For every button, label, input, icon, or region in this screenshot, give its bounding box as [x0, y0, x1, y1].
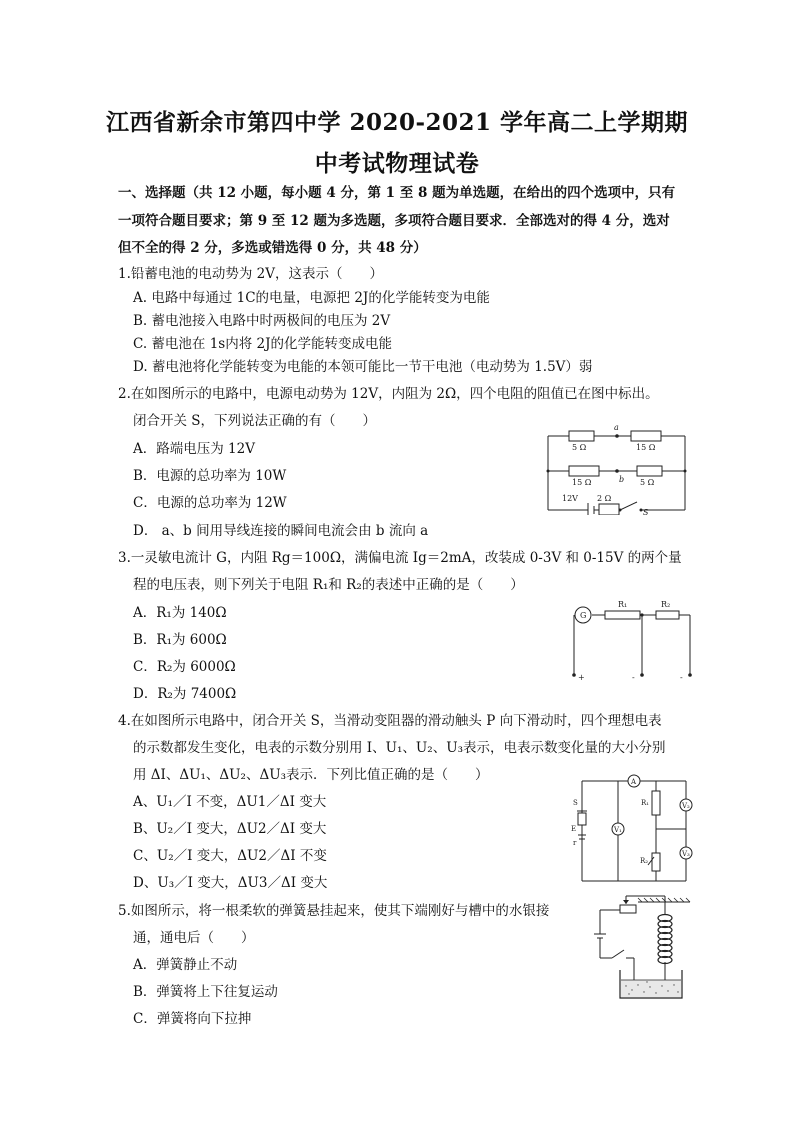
terminal-plus-label: +	[578, 673, 585, 682]
q5-option-a: A．弹簧静止不动	[133, 957, 238, 973]
switch-s-label: S	[573, 799, 578, 807]
q2-option-b: B．电源的总功率为 10W	[133, 468, 287, 484]
terminal-3v-label: -	[632, 673, 635, 682]
node-b-label: b	[619, 475, 625, 484]
r-top-left-label: 5 Ω	[572, 443, 587, 452]
r-top-right-label: 15 Ω	[636, 443, 656, 452]
q2-option-c: C．电源的总功率为 12W	[133, 495, 287, 511]
q3-option-a: A．R₁为 140Ω	[133, 605, 227, 621]
q4-circuit-diagram	[568, 773, 698, 885]
q1-option-b: B. 蓄电池接入电路中时两极间的电压为 2V	[133, 313, 391, 329]
q5-option-b: B．弹簧将上下往复运动	[133, 984, 278, 1000]
q3-stem-line-1: 3.一灵敏电流计 G，内阻 Rg＝100Ω，满偏电流 Ig＝2mA，改装成 0-3V 和 0-15V 的两个量	[118, 550, 682, 566]
q2-stem-line-2: 闭合开关 S，下列说法正确的有（ ）	[133, 413, 377, 429]
q5-stem-line-1: 5.如图所示，将一根柔软的弹簧悬挂起来，使其下端刚好与槽中的水银接	[118, 903, 550, 919]
r2-label: R₂	[640, 857, 649, 865]
r-bot-right-label: 5 Ω	[640, 478, 655, 487]
node-a-label: a	[614, 423, 619, 432]
section-header-line-3: 但不全的得 2 分，多选或错选得 0 分，共 48 分）	[118, 240, 427, 256]
q2-circuit-diagram	[545, 422, 690, 515]
internal-resistance-label: 2 Ω	[597, 494, 612, 503]
q1-option-c: C. 蓄电池在 1s内将 2J的化学能转变成电能	[133, 336, 393, 352]
emf-label: 12V	[562, 494, 578, 503]
page-title-line-1: 江西省新余市第四中学 2020-2021 学年高二上学期期	[105, 109, 689, 136]
r1-label: R₁	[641, 799, 650, 807]
terminal-15v	[688, 673, 692, 677]
q4-option-a: A、U₁／I 不变，ΔU1／ΔI 变大	[133, 794, 327, 810]
q1-option-d: D. 蓄电池将化学能转变为电能的本领可能比一节干电池（电动势为 1.5V）弱	[133, 359, 593, 375]
ammeter-label: A	[631, 778, 637, 786]
q3-stem-line-2: 程的电压表，则下列关于电阻 R₁和 R₂的表述中正确的是（ ）	[133, 577, 524, 593]
terminal-3v	[640, 673, 644, 677]
q4-option-d: D、U₃／I 变大，ΔU3／ΔI 变大	[133, 875, 328, 891]
terminal-15v-label: -	[680, 673, 683, 682]
q5-spring-mercury-diagram	[590, 892, 695, 1004]
v1-label: V₁	[614, 826, 622, 834]
mercury-fill	[621, 980, 681, 997]
q5-stem-line-2: 通，通电后（ ）	[133, 930, 255, 946]
q3-option-b: B．R₁为 600Ω	[133, 632, 227, 648]
section-header-line-2: 一项符合题目要求；第 9 至 12 题为多选题，多项符合题目要求．全部选对的得 4 分，选对	[118, 213, 670, 229]
r-bot-left-label: 15 Ω	[572, 478, 592, 487]
r1-label: R₁	[618, 600, 628, 609]
q3-option-c: C．R₂为 6000Ω	[133, 659, 236, 675]
q4-stem-line-1: 4.在如图所示电路中，闭合开关 S，当滑动变阻器的滑动触头 P 向下滑动时，四个理想电表	[118, 713, 662, 729]
q3-voltmeter-diagram	[565, 595, 695, 685]
terminal-plus	[572, 673, 576, 677]
q2-stem-line-1: 2.在如图所示的电路中，电源电动势为 12V，内阻为 2Ω，四个电阻的阻值已在图中标出。	[118, 386, 659, 402]
q4-option-c: C、U₂／I 变大，ΔU2／ΔI 不变	[133, 848, 327, 864]
page-title-line-2: 中考试物理试卷	[314, 150, 480, 177]
galvanometer-label: G	[580, 611, 587, 620]
switch-label: S	[643, 508, 649, 515]
q1-option-a: A. 电路中每通过 1C的电量，电源把 2J的化学能转变为电能	[133, 290, 490, 306]
emf-e-label: E	[571, 825, 577, 833]
node-a-dot	[615, 434, 619, 438]
v2-label: V₂	[682, 802, 690, 810]
q3-option-d: D．R₂为 7400Ω	[133, 686, 237, 702]
internal-r-label: r	[573, 839, 577, 847]
q1-stem: 1.铅蓄电池的电动势为 2V，这表示（ ）	[118, 266, 384, 282]
q2-option-d: D． a、b 间用导线连接的瞬间电流会由 b 流向 a	[133, 523, 429, 539]
section-header-line-1: 一、选择题（共 12 小题，每小题 4 分，第 1 至 8 题为单选题，在给出的四个选项中，只有	[118, 185, 676, 201]
v3-label: V₃	[682, 850, 690, 858]
r2-label: R₂	[661, 600, 671, 609]
q2-option-a: A．路端电压为 12V	[133, 441, 255, 457]
q5-option-c: C．弹簧将向下拉抻	[133, 1011, 252, 1027]
node-b-dot	[615, 469, 619, 473]
q4-stem-line-2: 的示数都发生变化，电表的示数分别用 I、U₁、U₂、U₃表示，电表示数变化量的大小分别	[133, 740, 666, 756]
q4-option-b: B、U₂／I 变大，ΔU2／ΔI 变大	[133, 821, 327, 837]
spring-coil	[658, 915, 672, 964]
q4-stem-line-3: 用 ΔI、ΔU₁、ΔU₂、ΔU₃表示．下列比值正确的是（ ）	[133, 767, 489, 783]
